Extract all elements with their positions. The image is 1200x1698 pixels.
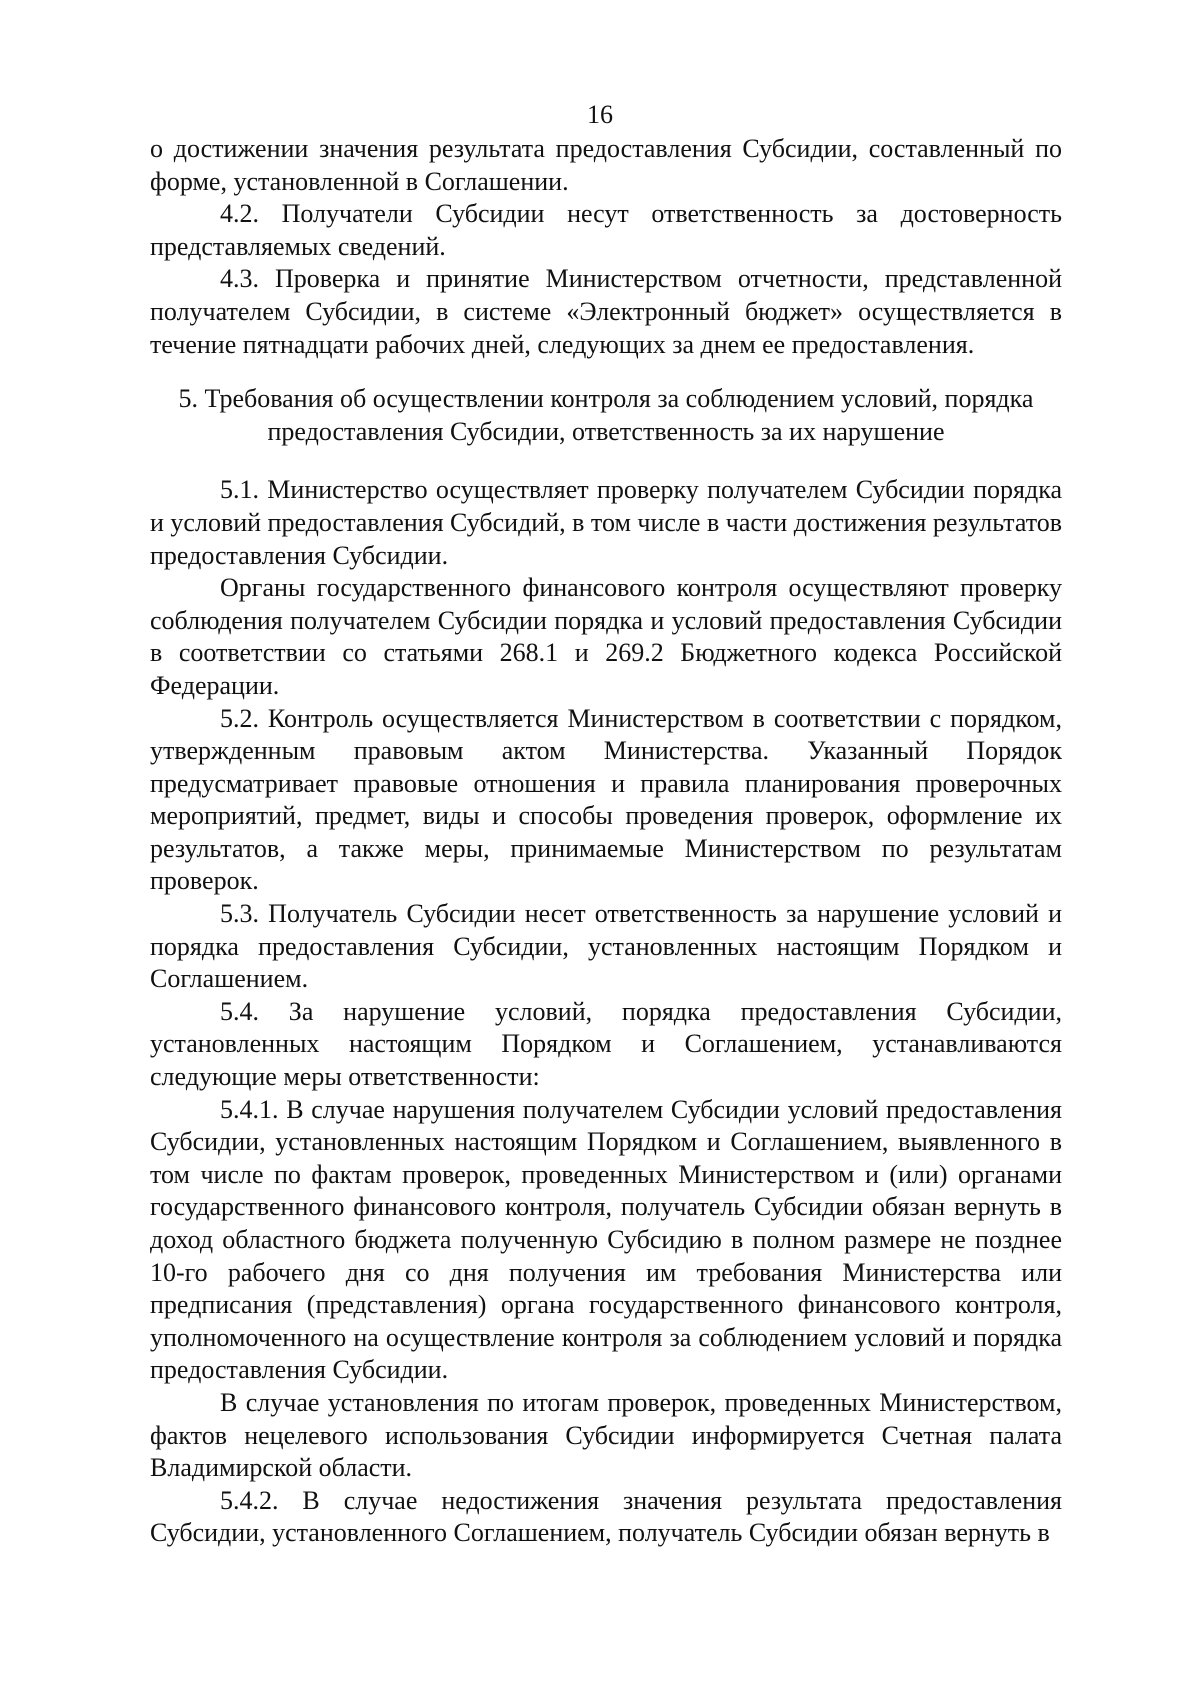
spacer — [150, 361, 1062, 383]
paragraphs-before-heading — [150, 133, 1062, 361]
paragraph: Органы государственного финансового контроля осуществляют проверку соблюдения получателем Субсидии порядка и условий предоставления Субсидии в соответствии со статьями 268.1 и 269.2 Бюджетного кодекса Российской Федерации. — [150, 573, 1062, 700]
page-number: 16 — [587, 100, 613, 129]
paragraph: 4.3. Проверка и принятие Министерством отчетности, представленной получателем Субсидии, в системе «Электронный бюджет» осуществляется в течение пятнадцати рабочих дней, следующих за днем ее предоставления. — [150, 264, 1062, 359]
paragraph: 5.2. Контроль осуществляется Министерством в соответствии с порядком, утвержденным правовым актом Министерства. Указанный Порядок предусматривает правовые отношения и правила планирования проверочных мероприятий, предмет, виды и способы проведения проверок, оформление их результатов, а также меры, принимаемые Министерством по результатам проверок. — [150, 703, 1062, 896]
paragraph: о достижении значения результата предоставления Субсидии, составленный по форме, установленной в Соглашении. — [150, 134, 1062, 196]
section-heading-line-1: 5. Требования об осуществлении контроля за соблюдением условий, порядка — [178, 384, 1034, 414]
paragraph: В случае установления по итогам проверок, проведенных Министерством, фактов нецелевого использования Субсидии информируется Счетная палата Владимирской области. — [150, 1387, 1062, 1483]
paragraph: 4.2. Получатели Субсидии несут ответственность за достоверность представляемых сведений. — [150, 199, 1062, 261]
section-heading — [150, 383, 1062, 448]
paragraph: 5.4. За нарушение условий, порядка предоставления Субсидии, установленных настоящим Порядком и Соглашением, устанавливаются следующие меры ответственности: — [150, 996, 1062, 1092]
paragraph: 5.3. Получатель Субсидии несет ответственность за нарушение условий и порядка предоставления Субсидии, установленных настоящим Порядком и Соглашением. — [150, 899, 1062, 994]
section-heading-line-2: предоставления Субсидии, ответственность за их нарушение — [267, 416, 945, 446]
paragraph: 5.1. Министерство осуществляет проверку получателем Субсидии порядка и условий предоставления Субсидий, в том числе в части достижения результатов предоставления Субсидии. — [150, 475, 1062, 570]
paragraph: 5.4.2. В случае недостижения значения результата предоставления Субсидии, установленного Соглашением, получатель Субсидии обязан вернуть в — [150, 1485, 1062, 1548]
spacer — [150, 448, 1062, 474]
paragraph: 5.4.1. В случае нарушения получателем Субсидии условий предоставления Субсидии, установленных настоящим Порядком и Соглашением, выявленного в том числе по фактам проверок, проведенных Министерством и (или) органами государственного финансового контроля, получатель Субсидии обязан вернуть в доход областного бюджета полученную Субсидию в полном размере не позднее 10-го рабочего дня со дня получения им требования Министерства или предписания (представления) органа государственного финансового контроля, уполномоченного на осуществление контроля за соблюдением условий и порядка предоставления Субсидии. — [150, 1094, 1062, 1385]
document-body — [150, 133, 1062, 1550]
paragraphs-after-heading — [150, 474, 1062, 1550]
